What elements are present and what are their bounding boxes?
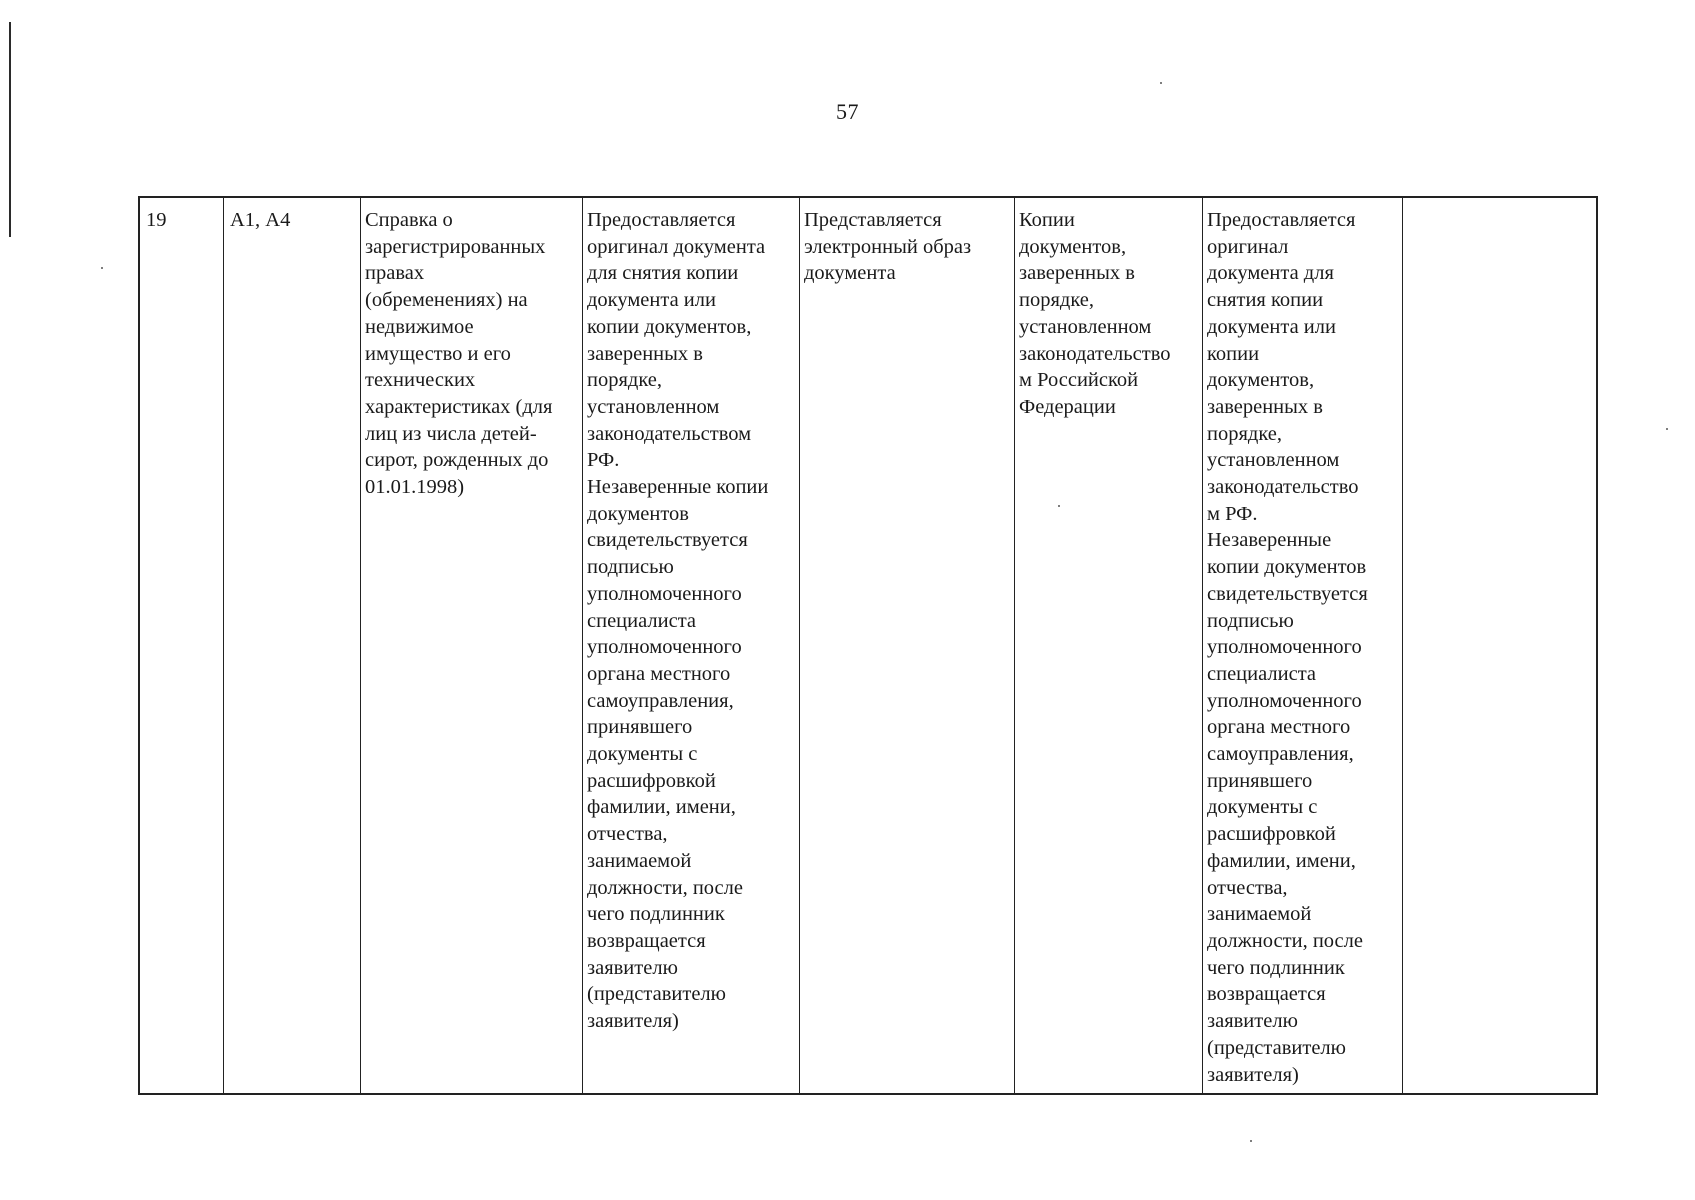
- document-name-text: Справка о зарегистрированных правах (обременениях) на недвижимое имущество и его технических характеристиках (для лиц из числа детей- сирот, рожденных до 01.01.1998): [365, 209, 553, 499]
- cell-code: [224, 197, 361, 1094]
- scan-speck: [1666, 428, 1668, 430]
- mfc-submission-text: Предоставляется оригинал документа для снятия копии документа или копии документов, заверенных в порядке, установленном законодательство м РФ. Незаверенные копии документов свидетельствуется подписью уполномоченного специалиста уполномоченного органа местного самоуправления, принявшего документы с расшифровкой фамилии, имени, отчества, занимаемой должности, после чего подлинник возвращается заявителю (представителю заявителя): [1207, 209, 1368, 1086]
- code-text: А1, А4: [230, 209, 291, 231]
- cell-electronic-submission: [800, 197, 1015, 1094]
- cell-mail-submission: [1015, 197, 1203, 1094]
- scan-speck: [1250, 1140, 1252, 1142]
- cell-note: [1403, 197, 1598, 1094]
- cell-mfc-submission: [1203, 197, 1403, 1094]
- page-number: 57: [836, 99, 859, 124]
- scan-speck: [1160, 82, 1162, 84]
- electronic-submission-text: Представляется электронный образ документа: [804, 209, 972, 285]
- table-row: [139, 197, 1597, 1094]
- mail-submission-text: Копии документов, заверенных в порядке, установленном законодательство м Российской Федерации: [1019, 209, 1171, 418]
- scan-edge-line: [9, 22, 11, 237]
- document-table: [138, 196, 1598, 1095]
- cell-personal-submission: [583, 197, 800, 1094]
- scan-speck: [101, 267, 103, 269]
- cell-row-number: [139, 197, 224, 1094]
- cell-document-name: [361, 197, 583, 1094]
- row-number-text: 19: [146, 209, 167, 231]
- personal-submission-text: Предоставляется оригинал документа для снятия копии документа или копии документов, заверенных в порядке, установленном законодательством РФ. Незаверенные копии документов свидетельствуется подписью уполномоченного специалиста уполномоченного органа местного самоуправления, принявшего документы с расшифровкой фамилии, имени, отчества, занимаемой должности, после чего подлинник возвращается заявителю (представителю заявителя): [587, 209, 769, 1033]
